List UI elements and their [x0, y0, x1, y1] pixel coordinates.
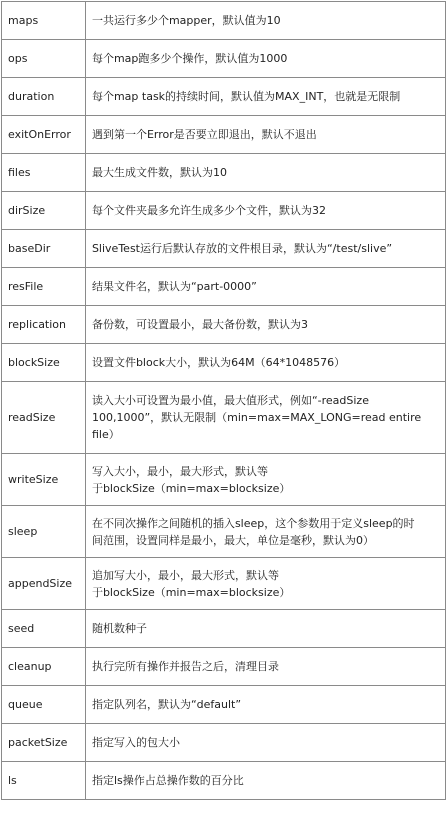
table-row [2, 116, 446, 154]
description-line: 指定队列名，默认为“default” [91, 698, 242, 711]
parameter-name: sleep [2, 506, 86, 558]
parameter-name: duration [2, 78, 86, 116]
parameter-description [85, 382, 445, 454]
table-row [2, 762, 446, 800]
parameter-description [85, 648, 445, 686]
parameter-name: replication [2, 306, 86, 344]
parameter-name: ls [2, 762, 86, 800]
parameter-description [85, 506, 445, 558]
description-line: 每个map跑多少个操作，默认值为1000 [91, 52, 288, 65]
description-line: 每个map task的持续时间，默认值为MAX_INT，也就是无限制 [91, 90, 401, 103]
parameter-description [85, 116, 445, 154]
parameter-name: blockSize [2, 344, 86, 382]
description-line: 指定写入的包大小 [91, 736, 180, 749]
description-line: 结果文件名，默认为“part-0000” [91, 280, 257, 293]
description-line: 遇到第一个Error是否要立即退出，默认不退出 [91, 128, 317, 141]
table-row [2, 558, 446, 610]
description-line: 于blockSize（min=max=blocksize） [91, 585, 291, 599]
table-row [2, 686, 446, 724]
description-line: 100,1000”，默认无限制（min=max=MAX_LONG=read entire [91, 411, 422, 424]
parameter-description [85, 268, 445, 306]
description-line: SliveTest运行后默认存放的文件根目录，默认为“/test/slive” [91, 242, 393, 255]
parameter-name: queue [2, 686, 86, 724]
description-line: 随机数种子 [91, 622, 147, 635]
parameter-description [85, 40, 445, 78]
table-row [2, 268, 446, 306]
description-line: 一共运行多少个mapper，默认值为10 [91, 14, 281, 27]
table-row [2, 648, 446, 686]
description-line: 于blockSize（min=max=blocksize） [91, 481, 291, 495]
parameter-description [85, 306, 445, 344]
parameter-name: baseDir [2, 230, 86, 268]
description-line: 指定ls操作占总操作数的百分比 [91, 774, 244, 787]
parameter-name: resFile [2, 268, 86, 306]
parameter-description [85, 78, 445, 116]
parameter-name: seed [2, 610, 86, 648]
description-line: 在不同次操作之间随机的插入sleep，这个参数用于定义sleep的时 [91, 516, 415, 530]
table-row [2, 344, 446, 382]
parameter-name: files [2, 154, 86, 192]
parameter-table-body [2, 2, 446, 800]
parameter-description [85, 230, 445, 268]
parameter-description [85, 344, 445, 382]
description-line: file） [91, 428, 120, 441]
table-row [2, 506, 446, 558]
table-row [2, 382, 446, 454]
parameter-name: ops [2, 40, 86, 78]
table-row [2, 40, 446, 78]
description-line: 读入大小可设置为最小值，最大值形式，例如“-readSize [91, 394, 369, 407]
parameter-description [85, 686, 445, 724]
table-row [2, 2, 446, 40]
parameter-name: cleanup [2, 648, 86, 686]
description-line: 写入大小，最小，最大形式，默认等 [91, 464, 268, 478]
description-line: 备份数，可设置最小，最大备份数，默认为3 [91, 318, 308, 331]
parameter-name: appendSize [2, 558, 86, 610]
parameter-name: readSize [2, 382, 86, 454]
parameter-name: maps [2, 2, 86, 40]
description-line: 每个文件夹最多允许生成多少个文件，默认为32 [91, 204, 326, 217]
parameter-description [85, 610, 445, 648]
description-line: 设置文件block大小，默认为64M（64*1048576） [91, 356, 346, 369]
description-line: 追加写大小，最小，最大形式，默认等 [91, 568, 279, 582]
parameter-description [85, 724, 445, 762]
table-row [2, 306, 446, 344]
parameter-description [85, 2, 445, 40]
table-row [2, 724, 446, 762]
table-row [2, 610, 446, 648]
table-row [2, 154, 446, 192]
description-line: 执行完所有操作并报告之后，清理目录 [91, 660, 279, 673]
parameter-name: exitOnError [2, 116, 86, 154]
parameter-description [85, 558, 445, 610]
parameter-description [85, 192, 445, 230]
table-row [2, 454, 446, 506]
parameter-name: writeSize [2, 454, 86, 506]
parameter-description [85, 154, 445, 192]
parameter-name: dirSize [2, 192, 86, 230]
parameter-table [1, 1, 446, 800]
table-row [2, 230, 446, 268]
parameter-description [85, 762, 445, 800]
table-row [2, 192, 446, 230]
parameter-name: packetSize [2, 724, 86, 762]
table-row [2, 78, 446, 116]
description-line: 间范围，设置同样是最小，最大，单位是毫秒，默认为0） [91, 533, 374, 547]
description-line: 最大生成文件数，默认为10 [91, 166, 227, 179]
parameter-description [85, 454, 445, 506]
